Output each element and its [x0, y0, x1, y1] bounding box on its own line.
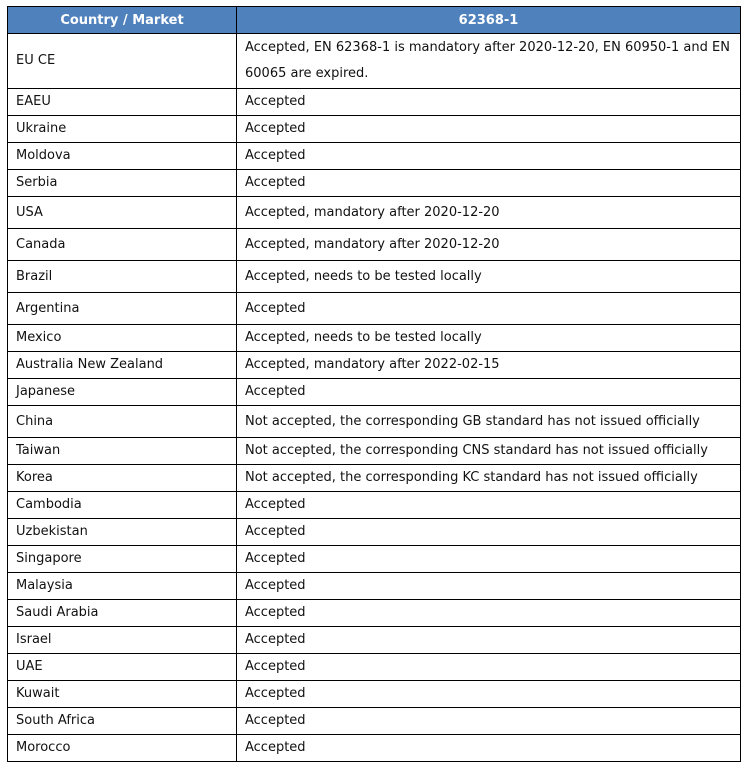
table-row — [8, 34, 741, 89]
status-cell: Accepted, mandatory after 2022-02-15 — [237, 352, 741, 379]
status-cell: Accepted — [237, 519, 741, 546]
table-row — [8, 492, 741, 519]
table-row — [8, 465, 741, 492]
status-cell: Accepted, EN 62368-1 is mandatory after 2020-12-20, EN 60950-1 and EN 60065 are expired. — [237, 34, 741, 89]
status-cell: Accepted — [237, 708, 741, 735]
table-row — [8, 261, 741, 293]
table-row — [8, 352, 741, 379]
market-cell: EAEU — [8, 89, 237, 116]
table-row — [8, 116, 741, 143]
table-row — [8, 546, 741, 573]
market-cell: Canada — [8, 229, 237, 261]
table-row — [8, 708, 741, 735]
status-cell: Not accepted, the corresponding GB standard has not issued officially — [237, 406, 741, 438]
table-row — [8, 325, 741, 352]
market-cell: Brazil — [8, 261, 237, 293]
status-cell: Accepted — [237, 600, 741, 627]
status-cell: Accepted — [237, 170, 741, 197]
status-cell: Accepted — [237, 116, 741, 143]
table-row — [8, 197, 741, 229]
table-row — [8, 735, 741, 762]
standards-acceptance-table — [7, 6, 741, 762]
table-row — [8, 519, 741, 546]
market-cell: Argentina — [8, 293, 237, 325]
market-cell: Japanese — [8, 379, 237, 406]
market-cell: Moldova — [8, 143, 237, 170]
market-cell: Morocco — [8, 735, 237, 762]
status-cell: Accepted, mandatory after 2020-12-20 — [237, 229, 741, 261]
header-country-market: Country / Market — [8, 7, 237, 34]
table-row — [8, 438, 741, 465]
table-row — [8, 143, 741, 170]
status-cell: Accepted — [237, 379, 741, 406]
market-cell: Singapore — [8, 546, 237, 573]
market-cell: Israel — [8, 627, 237, 654]
status-cell: Accepted — [237, 681, 741, 708]
market-cell: Malaysia — [8, 573, 237, 600]
market-cell: EU CE — [8, 34, 237, 89]
market-cell: Korea — [8, 465, 237, 492]
table-row — [8, 170, 741, 197]
market-cell: USA — [8, 197, 237, 229]
status-cell: Accepted, needs to be tested locally — [237, 261, 741, 293]
status-cell: Accepted, mandatory after 2020-12-20 — [237, 197, 741, 229]
market-cell: South Africa — [8, 708, 237, 735]
table-row — [8, 627, 741, 654]
status-cell: Accepted — [237, 89, 741, 116]
table-row — [8, 406, 741, 438]
status-cell: Accepted — [237, 573, 741, 600]
status-cell: Not accepted, the corresponding KC standard has not issued officially — [237, 465, 741, 492]
table-row — [8, 293, 741, 325]
status-cell: Accepted — [237, 627, 741, 654]
status-cell: Accepted — [237, 654, 741, 681]
table-header-row — [8, 7, 741, 34]
market-cell: Kuwait — [8, 681, 237, 708]
market-cell: Serbia — [8, 170, 237, 197]
table-row — [8, 89, 741, 116]
market-cell: Taiwan — [8, 438, 237, 465]
market-cell: Mexico — [8, 325, 237, 352]
header-standard: 62368-1 — [237, 7, 741, 34]
status-cell: Accepted — [237, 735, 741, 762]
status-cell: Accepted, needs to be tested locally — [237, 325, 741, 352]
table-row — [8, 573, 741, 600]
table-row — [8, 600, 741, 627]
status-cell: Accepted — [237, 143, 741, 170]
market-cell: Australia New Zealand — [8, 352, 237, 379]
status-cell: Accepted — [237, 546, 741, 573]
standards-table-container — [7, 6, 740, 762]
table-row — [8, 681, 741, 708]
market-cell: Cambodia — [8, 492, 237, 519]
market-cell: Uzbekistan — [8, 519, 237, 546]
table-row — [8, 654, 741, 681]
market-cell: UAE — [8, 654, 237, 681]
table-row — [8, 379, 741, 406]
market-cell: Ukraine — [8, 116, 237, 143]
status-cell: Accepted — [237, 293, 741, 325]
status-cell: Accepted — [237, 492, 741, 519]
market-cell: Saudi Arabia — [8, 600, 237, 627]
market-cell: China — [8, 406, 237, 438]
status-cell: Not accepted, the corresponding CNS standard has not issued officially — [237, 438, 741, 465]
table-row — [8, 229, 741, 261]
